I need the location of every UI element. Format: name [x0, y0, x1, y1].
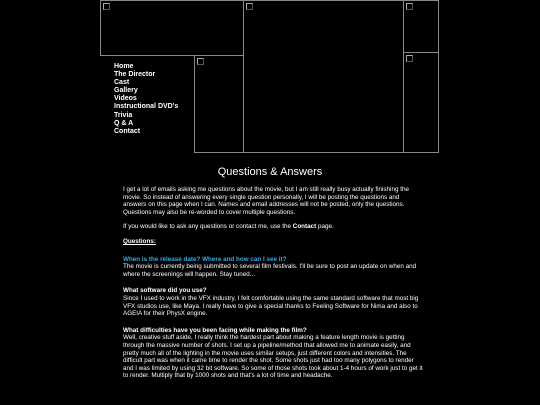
nav-qa[interactable]: Q & A [114, 119, 134, 127]
header-image-left [100, 0, 244, 56]
nav-trivia[interactable]: Trivia [114, 111, 133, 119]
header-image-mid [194, 55, 244, 153]
header-image-center [243, 0, 404, 153]
question: What difficulties have you been facing while making the film? [123, 326, 307, 334]
qa-item [123, 327, 423, 380]
qa-item [123, 256, 423, 279]
answer: The movie is currently being submitted to several film festivals. I'll be sure to post an update on when and where the screenings will happen. Stay tuned... [123, 263, 417, 278]
nav-the-director[interactable]: The Director [114, 71, 156, 79]
answer: Since I used to work in the VFX industry, I felt comfortable using the same standard software that most big VFX studios use, like Maya. I really have to give a special thanks to Feeling Software for Nima and also to AGEIA for their PhysX engine. [123, 294, 419, 318]
answer: Well, creative stuff aside, I really think the hardest part about making a feature length movie is getting through the massive number of shots. I set up a pipeline/method that allowed me to animate easily, and pretty much all of the lighting in the movie uses similar setups, just different colors and intensities. The difficult part was when it came time to render the shot. Some shots just had too many polygons to render and I was limited by using 32 bit software. So some of those shots took about 1-4 hours of work just to get it to render. Multiply that by 1000 shots and that's a lot of time and headache. [123, 334, 423, 380]
content [123, 186, 423, 387]
nav-contact[interactable]: Contact [114, 127, 141, 135]
contact-link[interactable]: Contact [292, 223, 317, 231]
question: What software did you use? [123, 287, 207, 295]
broken-image-icon [406, 3, 413, 10]
broken-image-icon [103, 3, 110, 10]
nav-gallery[interactable]: Gallery [114, 87, 138, 95]
qa-item [123, 287, 423, 317]
contact-post: page. [316, 223, 334, 231]
main-nav [114, 63, 178, 136]
contact-pre: If you would like to ask any questions or contact me, use the [123, 223, 293, 231]
question: When is the release date? Where and how can I see it? [123, 255, 287, 263]
broken-image-icon [246, 3, 253, 10]
nav-instructional-dvds[interactable]: Instructional DVD's [114, 103, 179, 111]
broken-image-icon [406, 55, 413, 62]
header-image-right-bottom [403, 52, 439, 153]
header-image-right-top [403, 0, 439, 53]
nav-videos[interactable]: Videos [114, 95, 137, 103]
contact-text [123, 223, 423, 231]
questions-header: Questions: [123, 237, 156, 245]
broken-image-icon [197, 58, 204, 65]
intro-text: I get a lot of emails asking me questions about the movie, but I am still really busy actually finishing the movie. So instead of answering every single question personally, I will be posting the questions and answers on this page when I can. Names and email addresses will not be posted, only the questions. Questions may also be re-worded to cover multiple questions. [123, 186, 409, 216]
nav-cast[interactable]: Cast [114, 79, 130, 87]
nav-home[interactable]: Home [114, 63, 134, 70]
page-title: Questions & Answers [217, 166, 323, 178]
